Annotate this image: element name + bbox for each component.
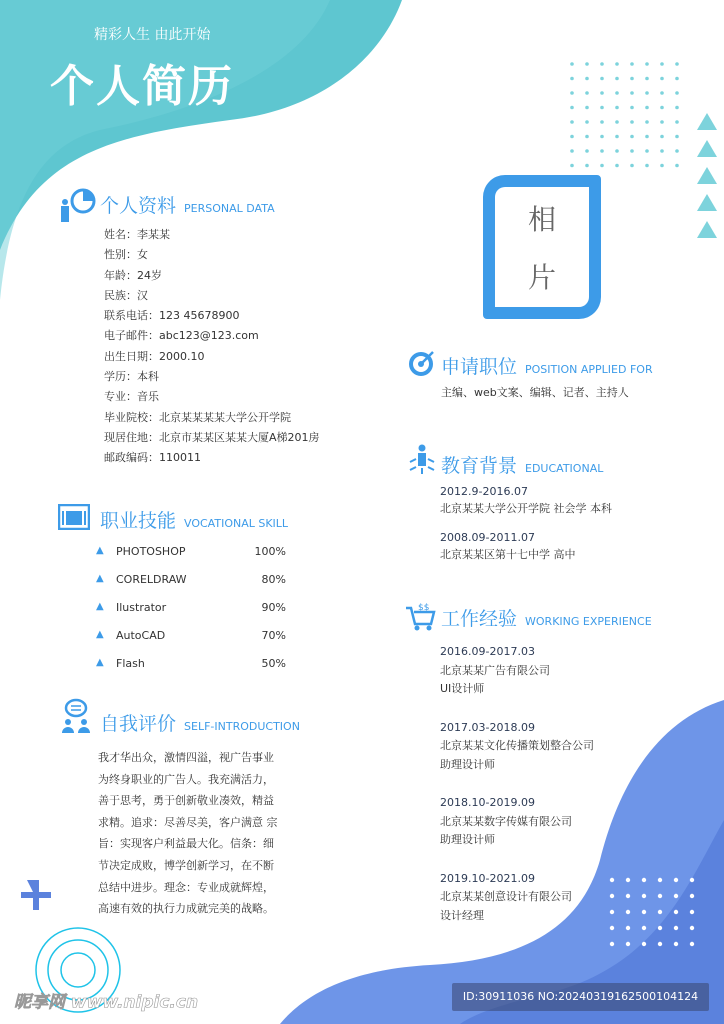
decor-dot	[660, 149, 664, 153]
work-item	[440, 719, 594, 775]
work-role: UI设计师	[440, 682, 485, 695]
decor-dot	[658, 926, 662, 930]
decor-dot	[645, 135, 649, 139]
decor-dot	[570, 91, 574, 95]
discussion-icon	[60, 698, 92, 734]
decor-dot	[630, 120, 634, 124]
personal-title-en: PERSONAL DATA	[184, 202, 275, 215]
decor-dot	[570, 164, 574, 168]
decor-dot	[570, 135, 574, 139]
intro-text	[98, 747, 278, 920]
decor-dot	[610, 942, 614, 946]
decor-dot	[642, 942, 646, 946]
skills-heading	[100, 506, 288, 533]
decor-dot	[615, 91, 619, 95]
position-heading	[441, 352, 653, 379]
skill-name: AutoCAD	[116, 629, 166, 642]
header-slogan: 精彩人生 由此开始	[94, 27, 211, 43]
decor-dot	[615, 77, 619, 81]
decor-dot	[570, 77, 574, 81]
skill-percent: 50%	[261, 657, 286, 670]
work-date: 2016.09-2017.03	[440, 645, 535, 658]
decor-dot	[660, 91, 664, 95]
intro-line: 节决定成败，博学创新学习，在不断	[98, 858, 274, 872]
skills-title-cn: 职业技能	[100, 510, 177, 532]
decor-dot	[630, 164, 634, 168]
decor-dot	[690, 910, 694, 914]
skill-row	[96, 545, 286, 558]
decor-dot	[585, 149, 589, 153]
intro-title-en: SELF-INTRODUCTION	[184, 720, 300, 733]
work-title-cn: 工作经验	[441, 608, 518, 630]
intro-line: 求精。追求：尽善尽美，客户满意 宗	[98, 815, 278, 829]
photo-placeholder-2: 片	[527, 261, 556, 294]
decor-dot	[658, 942, 662, 946]
decor-dot	[658, 878, 662, 882]
skill-name: CORELDRAW	[116, 573, 187, 586]
personal-info-row: 现居住地：北京市某某区某某大厦A梯201房	[104, 430, 320, 444]
skill-row	[96, 601, 286, 614]
decor-dot	[674, 878, 678, 882]
personal-info-list	[104, 225, 320, 469]
decor-dot	[615, 106, 619, 110]
photo-frame	[483, 175, 601, 319]
decor-dot	[675, 77, 679, 81]
work-date: 2018.10-2019.09	[440, 796, 535, 809]
decor-dot	[626, 878, 630, 882]
decor-dot	[570, 149, 574, 153]
skill-percent: 70%	[261, 629, 286, 642]
skill-name: Flash	[116, 657, 145, 670]
skill-row	[96, 573, 286, 586]
intro-line: 善于思考，勇于创新敬业凑效，精益	[98, 794, 274, 808]
intro-line: 旨：实现客户利益最大化。信条：细	[98, 837, 274, 851]
education-date: 2012.9-2016.07	[440, 485, 528, 498]
intro-line: 为终身职业的广告人。我充满活力，	[98, 772, 274, 786]
decor-dot	[658, 894, 662, 898]
education-detail: 北京某某大学公开学院 社会学 本科	[440, 502, 612, 515]
decor-dot	[570, 120, 574, 124]
skill-row	[96, 629, 286, 642]
decor-dot	[630, 62, 634, 66]
work-date: 2019.10-2021.09	[440, 871, 535, 885]
skills-title-en: VOCATIONAL SKILL	[184, 517, 289, 530]
watermark-logo: 昵享网 www.nipic.cn	[14, 992, 199, 1013]
decor-dot	[658, 910, 662, 914]
decor-dot	[585, 120, 589, 124]
intro-line: 我才华出众，激情四溢，视广告事业	[98, 751, 274, 764]
triangle-bullet-icon: ▲	[96, 601, 104, 612]
decor-dot	[600, 120, 604, 124]
work-item	[440, 794, 572, 850]
presentation-icon	[58, 188, 96, 224]
personal-info-row: 姓名：李某某	[104, 228, 170, 241]
skill-name: Ilustrator	[116, 601, 167, 614]
decor-dot	[626, 926, 630, 930]
decor-dot	[675, 106, 679, 110]
decor-dot	[645, 62, 649, 66]
intro-heading	[100, 709, 300, 736]
decor-dot	[630, 149, 634, 153]
work-heading	[441, 604, 652, 631]
decor-dot	[615, 149, 619, 153]
personal-info-row: 联系电话：123 45678900	[104, 309, 240, 323]
decor-dot	[660, 62, 664, 66]
decor-dot	[600, 91, 604, 95]
decor-dot	[645, 120, 649, 124]
decor-dot	[660, 120, 664, 124]
decor-dot	[675, 91, 679, 95]
decor-dot	[642, 910, 646, 914]
work-company: 北京某某文化传播策划整合公司	[440, 739, 594, 752]
decor-dot	[675, 149, 679, 153]
personal-info-row: 学历：本科	[104, 370, 159, 384]
person-network-icon	[408, 444, 436, 476]
decor-dot	[615, 62, 619, 66]
decor-dot	[690, 942, 694, 946]
briefcase-icon	[58, 504, 90, 530]
decor-dot	[642, 894, 646, 898]
work-company: 北京某某创意设计有限公司	[440, 890, 572, 903]
work-item	[440, 870, 572, 926]
target-icon	[408, 349, 436, 377]
decor-dot	[626, 894, 630, 898]
shopping-cart-icon	[404, 600, 436, 632]
position-title-en: POSITION APPLIED FOR	[525, 363, 653, 376]
decor-dot	[660, 135, 664, 139]
decor-dot	[645, 77, 649, 81]
skill-percent: 100%	[254, 545, 286, 558]
decor-dot	[660, 164, 664, 168]
decor-dot	[585, 106, 589, 110]
skill-name: PHOTOSHOP	[116, 545, 186, 558]
photo-placeholder-1: 相	[527, 203, 556, 236]
decor-dot	[600, 164, 604, 168]
decor-dot	[630, 135, 634, 139]
decor-dot	[675, 62, 679, 66]
decor-dot	[615, 135, 619, 139]
position-text: 主编、web文案、编辑、记者、主持人	[441, 386, 629, 399]
decor-dot	[626, 910, 630, 914]
education-heading	[441, 451, 603, 478]
skill-row	[96, 657, 286, 670]
decor-dot	[585, 77, 589, 81]
personal-info-row: 邮政编码：110011	[104, 451, 201, 465]
decor-dot	[610, 926, 614, 930]
svg-text:$$: $$	[418, 603, 430, 613]
decor-dot	[645, 149, 649, 153]
education-date: 2008.09-2011.07	[440, 531, 535, 544]
decor-dot	[600, 135, 604, 139]
work-role: 助理设计师	[440, 757, 495, 771]
personal-info-row: 出生日期：2000.10	[104, 349, 205, 363]
decor-dot	[600, 149, 604, 153]
decor-dot	[570, 106, 574, 110]
work-company: 北京某某广告有限公司	[440, 663, 550, 677]
decor-dot	[585, 91, 589, 95]
personal-title-cn: 个人资料	[100, 195, 177, 217]
work-item	[440, 643, 550, 699]
decor-dot	[674, 894, 678, 898]
decor-dot	[690, 926, 694, 930]
decor-dot	[585, 62, 589, 66]
education-title-cn: 教育背景	[441, 455, 518, 477]
skill-percent: 90%	[261, 601, 286, 614]
work-role: 设计经理	[440, 908, 484, 922]
personal-info-row: 专业：音乐	[104, 390, 159, 404]
intro-line: 总结中进步。理念：专业成就辉煌，	[98, 880, 274, 894]
decor-dot	[674, 910, 678, 914]
position-title-cn: 申请职位	[441, 356, 518, 378]
decor-dot	[690, 894, 694, 898]
work-date: 2017.03-2018.09	[440, 720, 535, 734]
education-detail: 北京某某区第十七中学 高中	[440, 548, 576, 561]
work-company: 北京某某数字传媒有限公司	[440, 814, 572, 828]
personal-info-row: 年龄：24岁	[104, 268, 162, 282]
decor-dot	[675, 164, 679, 168]
decor-dot	[630, 77, 634, 81]
decor-dot	[642, 878, 646, 882]
watermark-id: ID:30911036 NO:20240319162500104124	[452, 983, 709, 1011]
personal-info-row: 性别：女	[104, 248, 148, 262]
decor-dot	[642, 926, 646, 930]
decor-dot	[585, 135, 589, 139]
decor-dot	[610, 910, 614, 914]
decor-dot	[615, 164, 619, 168]
intro-line: 高速有效的执行力成就完美的战略。	[98, 902, 274, 916]
decor-dot	[600, 77, 604, 81]
decor-dot	[615, 120, 619, 124]
decor-dot	[674, 942, 678, 946]
page-title: 个人简历	[50, 61, 234, 112]
skill-percent: 80%	[261, 573, 286, 586]
work-title-en: WORKING EXPERIENCE	[525, 615, 652, 628]
decor-dot	[570, 62, 574, 66]
decor-dot	[675, 135, 679, 139]
decor-dot	[645, 106, 649, 110]
decor-dot	[690, 878, 694, 882]
triangle-bullet-icon: ▲	[96, 545, 104, 556]
decor-dot	[610, 878, 614, 882]
decor-dot	[645, 164, 649, 168]
intro-title-cn: 自我评价	[100, 713, 177, 735]
decor-dot	[630, 106, 634, 110]
triangle-bullet-icon: ▲	[96, 629, 104, 640]
decor-dot	[585, 164, 589, 168]
personal-info-row: 电子邮件：abc123@123.com	[104, 329, 259, 343]
triangle-bullet-icon: ▲	[96, 573, 104, 584]
decor-dot	[630, 91, 634, 95]
decor-dot	[660, 106, 664, 110]
education-item	[440, 483, 612, 517]
personal-info-row: 毕业院校：北京某某某某大学公开学院	[104, 410, 291, 424]
decor-dot	[626, 942, 630, 946]
personal-heading	[100, 191, 275, 218]
work-role: 助理设计师	[440, 833, 495, 846]
decor-dot	[674, 926, 678, 930]
triangle-bullet-icon: ▲	[96, 657, 104, 668]
decor-dot	[600, 62, 604, 66]
education-title-en: EDUCATIONAL	[525, 462, 604, 475]
decor-dot	[660, 77, 664, 81]
decor-dot	[600, 106, 604, 110]
decor-dot	[645, 91, 649, 95]
decor-dot	[675, 120, 679, 124]
personal-info-row: 民族：汉	[104, 288, 148, 302]
decor-dot	[610, 894, 614, 898]
education-item	[440, 529, 576, 563]
